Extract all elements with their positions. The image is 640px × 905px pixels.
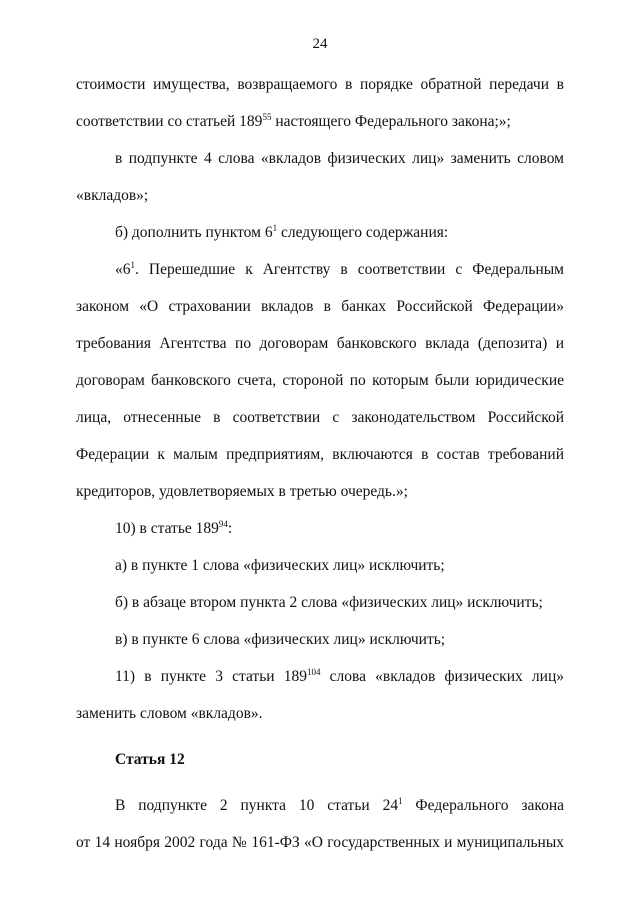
- text-line: лица, отнесенные в соответствии с законодательством Российской: [76, 409, 564, 426]
- text-line: требования Агентства по договорам банковского вклада (депозита) и: [76, 335, 564, 352]
- text-line: кредиторов, удовлетворяемых в третью очередь.»;: [76, 483, 408, 500]
- text-line: 10) в статье $189^{94}$:: [115, 519, 233, 537]
- text-line: заменить словом «вкладов».: [76, 705, 263, 722]
- text-line: б) в абзаце втором пункта 2 слова «физических лиц» исключить;: [115, 594, 543, 611]
- text-line: от 14 ноября 2002 года № 161-ФЗ «О государственных и муниципальных: [76, 834, 564, 851]
- text-line: Федерации к малым предприятиям, включаются в состав требований: [76, 446, 564, 463]
- text-line: «$6^1$. Перешедшие к Агентству в соответствии с Федеральным: [115, 260, 564, 278]
- text-line: б) дополнить пунктом $6^1$ следующего содержания:: [115, 223, 449, 241]
- document-body: [76, 72, 564, 867]
- text-line: договорам банковского счета, стороной по которым были юридические: [76, 372, 564, 389]
- page-number: 24: [312, 36, 328, 52]
- text-line: а) в пункте 1 слова «физических лиц» исключить;: [115, 557, 445, 574]
- text-line: стоимости имущества, возвращаемого в порядке обратной передачи в: [76, 76, 564, 93]
- text-line: в подпункте 4 слова «вкладов физических лиц» заменить словом: [115, 150, 564, 167]
- text-line: соответствии со статьей $189^{55}$ настоящего Федерального закона;»;: [76, 112, 511, 130]
- text-line: «вкладов»;: [76, 187, 149, 204]
- text-line: законом «О страховании вкладов в банках Российской Федерации»: [76, 298, 564, 315]
- text-line: 11) в пункте 3 статьи $189^{104}$ слова «вкладов физических лиц»: [115, 667, 564, 685]
- text-line: в) в пункте 6 слова «физических лиц» исключить;: [115, 631, 446, 648]
- text-line: В подпункте 2 пункта 10 статьи $24^1$ Федерального закона: [115, 796, 564, 814]
- article-heading: Статья 12: [115, 751, 185, 768]
